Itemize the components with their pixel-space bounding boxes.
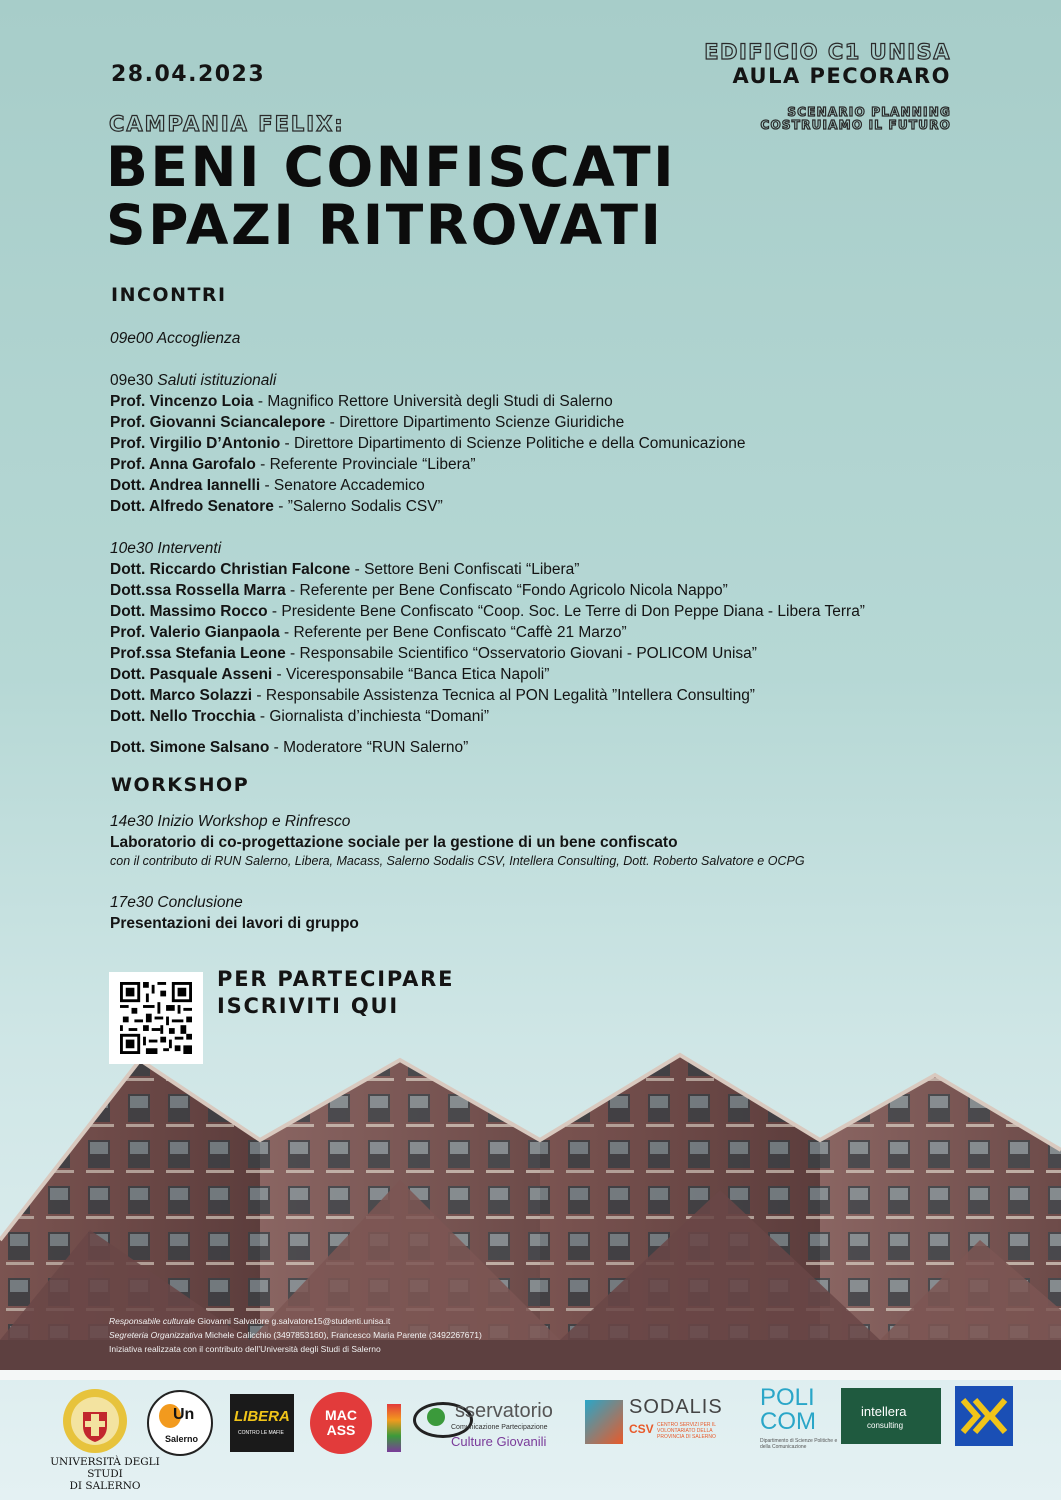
saluti-time: 09e30 (110, 372, 154, 389)
speaker-role: - Direttore Dipartimento Scienze Giuridiche (325, 414, 625, 431)
macass-logo (310, 1392, 372, 1454)
macass-line-2: ASS (326, 1422, 356, 1438)
speaker-row (110, 496, 443, 517)
run-logo (147, 1390, 213, 1456)
title-line-2: SPAZI RITROVATI (106, 193, 664, 257)
policom-line-1: POLI (760, 1384, 815, 1411)
libera-label: LIBERA (234, 1408, 290, 1425)
workshop-end: 17e30 Conclusione (110, 894, 243, 911)
speaker-name: Dott. Massimo Rocco (110, 603, 268, 620)
moderator-row (110, 737, 468, 758)
csv-label: CSV (629, 1422, 654, 1436)
libera-logo (230, 1394, 294, 1452)
workshop-end-desc: Presentazioni dei lavori di gruppo (110, 915, 359, 932)
speaker-role: - Referente per Bene Confiscato “Caffè 21 Marzo” (279, 624, 627, 641)
osservatorio-logo (385, 1388, 570, 1458)
osservatorio-title: sservatorio (455, 1400, 553, 1422)
speaker-row (110, 580, 728, 601)
speaker-name: Dott. Pasquale Asseni (110, 666, 273, 683)
speaker-row (110, 475, 425, 496)
qr-code-icon (119, 982, 193, 1054)
speaker-name: Prof. Anna Garofalo (110, 456, 256, 473)
speaker-role: - Responsabile Assistenza Tecnica al PON Legalità ”Intellera Consulting” (252, 687, 755, 704)
osservatorio-subtitle: Comunicazione Partecipazione (451, 1424, 548, 1431)
speaker-row (110, 601, 865, 622)
speaker-name: Prof. Valerio Gianpaola (110, 624, 280, 641)
policom-logo (760, 1386, 840, 1456)
run-sublabel: Salerno (165, 1434, 199, 1444)
osservatorio-tagline: Culture Giovanili (451, 1434, 547, 1449)
speaker-name: Dott. Simone Salsano (110, 739, 270, 756)
speaker-name: Prof. Virgilio D’Antonio (110, 435, 281, 452)
speaker-row (110, 559, 579, 580)
venue-room: AULA PECORARO (732, 64, 951, 88)
speaker-name: Prof.ssa Stefania Leone (110, 645, 286, 662)
saluti-label (110, 370, 276, 391)
scenario-line-1: SCENARIO PLANNING (787, 105, 951, 119)
sodalis-house-icon (585, 1400, 623, 1444)
speaker-role: - ”Salerno Sodalis CSV” (273, 498, 443, 515)
speaker-name: Dott. Alfredo Senatore (110, 498, 274, 515)
speaker-name: Dott. Nello Trocchia (110, 708, 256, 725)
speaker-role: - Settore Beni Confiscati “Libera” (350, 561, 580, 578)
speaker-row (110, 706, 489, 727)
speaker-role: - Senatore Accademico (260, 477, 425, 494)
subtitle-scenario (761, 106, 952, 132)
run-label: Un (173, 1406, 195, 1423)
policom-line-2: COM (760, 1408, 816, 1435)
speaker-role: - Giornalista d’inchiesta “Domani” (255, 708, 490, 725)
speaker-name: Dott.ssa Rossella Marra (110, 582, 286, 599)
credits-resp-label: Responsabile culturale (109, 1316, 195, 1326)
speaker-role: - Viceresponsabile “Banca Etica Napoli” (272, 666, 550, 683)
incontri-heading: INCONTRI (111, 284, 227, 306)
speaker-role: - Referente Provinciale “Libera” (255, 456, 476, 473)
unisa-name (40, 1456, 170, 1492)
intellera-label: intellera (861, 1404, 907, 1419)
sodalis-label: SODALIS (629, 1396, 723, 1418)
event-date: 28.04.2023 (111, 62, 266, 87)
osservatorio-pupil-icon (427, 1408, 445, 1426)
intellera-sublabel: consulting (867, 1421, 904, 1430)
speaker-role: - Magnifico Rettore Università degli Studi di Salerno (253, 393, 613, 410)
speaker-role: - Moderatore “RUN Salerno” (269, 739, 469, 756)
workshop-lab-contrib: con il contributo di RUN Salerno, Libera, Macass, Salerno Sodalis CSV, Intellera Consulting, Dott. Roberto Salvatore e OCPG (110, 854, 805, 868)
cta-line-1: PER PARTECIPARE (217, 967, 455, 991)
workshop-heading: WORKSHOP (111, 774, 250, 796)
speaker-row (110, 391, 613, 412)
csv-sublabel: CENTRO SERVIZI PER IL VOLONTARIATO DELLA PROVINCIA DI SALERNO (657, 1422, 716, 1440)
unisa-name-line-2: DI SALERNO (69, 1480, 141, 1492)
speaker-name: Dott. Marco Solazzi (110, 687, 253, 704)
speaker-name: Prof. Giovanni Sciancalepore (110, 414, 326, 431)
credits (109, 1314, 482, 1356)
speaker-row (110, 664, 549, 685)
venue (704, 40, 951, 88)
speaker-row (110, 433, 745, 454)
speaker-row (110, 622, 627, 643)
speaker-name: Dott. Riccardo Christian Falcone (110, 561, 351, 578)
interventi-label: 10e30 Interventi (110, 540, 222, 557)
speaker-role: - Presidente Bene Confiscato “Coop. Soc. Le Terre di Don Peppe Diana - Libera Terra” (267, 603, 865, 620)
workshop-start: 14e30 Inizio Workshop e Rinfresco (110, 813, 351, 830)
speaker-name: Dott. Andrea Iannelli (110, 477, 261, 494)
unisa-name-line-1: UNIVERSITÀ DEGLI STUDI (50, 1456, 160, 1480)
unisa-seal-icon (62, 1388, 128, 1454)
libera-sublabel: CONTRO LE MAFIE (238, 1430, 284, 1436)
accoglienza: 09e00 Accoglienza (110, 330, 241, 347)
credits-resp-value: Giovanni Salvatore g.salvatore15@studenti.unisa.it (195, 1316, 391, 1326)
sodalis-logo (585, 1392, 745, 1452)
credits-seg-value: Michele Calicchio (3497853160), Francesco Maria Parente (3492267671) (202, 1330, 482, 1340)
speaker-row (110, 643, 757, 664)
speaker-row (110, 685, 755, 706)
workshop-lab-title: Laboratorio di co-progettazione sociale per la gestione di un bene confiscato (110, 834, 678, 851)
subtitle-campania: CAMPANIA FELIX: (109, 112, 345, 136)
speaker-role: - Referente per Bene Confiscato “Fondo Agricolo Nicola Nappo” (285, 582, 728, 599)
qr-code[interactable] (109, 972, 203, 1064)
speaker-row (110, 454, 476, 475)
banca-etica-icon (955, 1386, 1013, 1446)
venue-building: EDIFICIO C1 UNISA (704, 40, 951, 64)
speaker-name: Prof. Vincenzo Loia (110, 393, 254, 410)
credits-note: Iniziativa realizzata con il contributo dell’Università degli Studi di Salerno (109, 1344, 381, 1354)
registration-cta[interactable] (217, 966, 454, 1020)
main-title (106, 135, 956, 257)
speaker-role: - Direttore Dipartimento di Scienze Politiche e della Comunicazione (280, 435, 746, 452)
policom-sublabel: Dipartimento di Scienze Politiche e della Comunicazione (760, 1438, 838, 1450)
title-line-1: BENI CONFISCATI (106, 135, 677, 199)
speaker-row (110, 412, 624, 433)
saluti-title: Saluti istituzionali (157, 372, 277, 389)
speaker-role: - Responsabile Scientifico “Osservatorio Giovani - POLICOM Unisa” (285, 645, 757, 662)
intellera-logo (841, 1388, 941, 1444)
osservatorio-bar-icon (387, 1404, 401, 1452)
partner-logos (0, 1380, 1061, 1500)
scenario-line-2: COSTRUIAMO IL FUTURO (760, 118, 951, 132)
cta-line-2: ISCRIVITI QUI (217, 994, 399, 1018)
credits-seg-label: Segreteria Organizzativa (109, 1330, 203, 1340)
macass-line-1: MAC (325, 1407, 357, 1423)
